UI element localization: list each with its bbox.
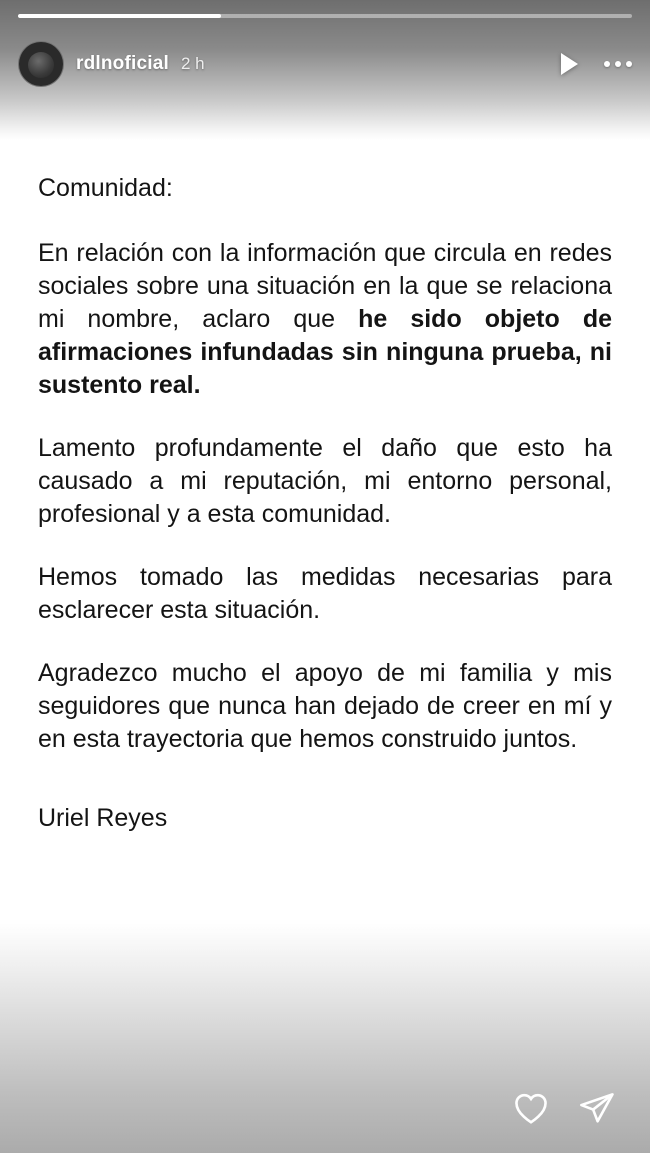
story-progress-bar[interactable] [18,14,632,18]
statement-paragraph-2: Lamento profundamente el daño que esto ha causado a mi reputación, mi entorno personal, profesional y a esta comunidad. [38,434,612,528]
progress-track[interactable] [18,14,632,18]
story-header [18,40,632,88]
header-actions [561,53,632,75]
heart-icon[interactable] [512,1091,550,1125]
statement-paragraph-1-emphasis: he sido objeto de afirmaciones infundadas sin ninguna prueba, ni sustento real. [38,305,612,399]
statement-salutation: Comunidad: [38,174,173,202]
timestamp-label: 2 h [181,54,205,73]
statement-paragraph-4: Agradezco mucho el apoyo de mi familia y mis seguidores que nunca han dejado de creer en mí y en esta trayectoria que hemos construido juntos. [38,659,612,753]
play-icon[interactable] [561,53,578,75]
avatar[interactable] [18,41,64,87]
more-options-icon[interactable] [604,61,632,67]
statement-paragraph-1 [38,237,612,402]
statement-paragraph-3: Hemos tomado las medidas necesarias para esclarecer esta situación. [38,563,612,624]
username-label[interactable]: rdlnoficial [76,53,169,74]
statement-paragraph-1-text: En relación con la información que circula en redes sociales sobre una situación en la que se relaciona mi nombre, aclaro que [38,239,612,333]
statement-body [38,172,612,835]
share-icon[interactable] [578,1091,616,1125]
progress-fill [18,14,221,18]
story-footer-actions [512,1091,616,1125]
statement-signature: Uriel Reyes [38,804,168,832]
